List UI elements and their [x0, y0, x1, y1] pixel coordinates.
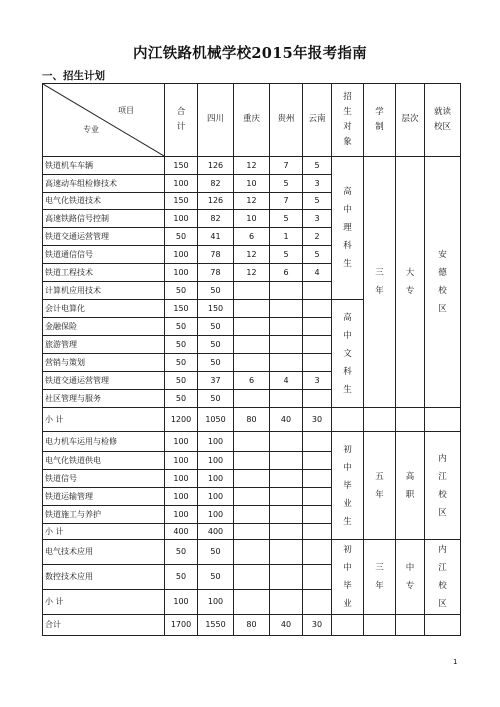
duration-three-years: 三 年: [364, 157, 396, 408]
total-count: 100: [165, 210, 198, 228]
header-item-label: 项目: [118, 106, 134, 115]
yunnan-count: 30: [303, 615, 332, 636]
empty-cell: [364, 615, 396, 636]
yunnan-count: 5: [303, 246, 332, 264]
yunnan-count: [303, 540, 332, 565]
guizhou-count: [270, 488, 303, 506]
total-count: 50: [165, 228, 198, 246]
target-arts-students: 高 中 文 科 生: [332, 300, 364, 408]
major-name: 高速动车组检修技术: [43, 175, 165, 193]
major-name: 电气技术应用: [43, 540, 165, 565]
group-secondary: [43, 540, 461, 615]
major-name: 小 计: [43, 408, 165, 432]
yunnan-count: 30: [303, 408, 332, 432]
sichuan-count: 78: [198, 246, 234, 264]
total-count: 50: [165, 282, 198, 300]
major-name: 电气化铁道供电: [43, 452, 165, 470]
major-name: 小 计: [43, 524, 165, 540]
major-name: 营销与策划: [43, 354, 165, 372]
guizhou-count: 1: [270, 228, 303, 246]
empty-cell: [425, 408, 461, 432]
chongqing-count: 10: [234, 210, 270, 228]
sichuan-count: 41: [198, 228, 234, 246]
chongqing-count: [234, 354, 270, 372]
level-higher-vocational: 高 职: [396, 432, 425, 540]
guizhou-count: [270, 506, 303, 524]
sichuan-count: 100: [198, 432, 234, 452]
grand-total: [43, 615, 461, 636]
total-count: 100: [165, 506, 198, 524]
yunnan-count: 2: [303, 228, 332, 246]
sichuan-count: 50: [198, 540, 234, 565]
total-count: 50: [165, 540, 198, 565]
empty-cell: [396, 408, 425, 432]
sichuan-count: 50: [198, 282, 234, 300]
major-name: 电力机车运用与检修: [43, 432, 165, 452]
sichuan-count: 78: [198, 264, 234, 282]
major-name: 社区管理与服务: [43, 390, 165, 408]
table-row: [43, 540, 461, 565]
guizhou-count: [270, 432, 303, 452]
guizhou-count: [270, 300, 303, 318]
header-target: 招 生 对 象: [332, 84, 364, 157]
yunnan-count: [303, 318, 332, 336]
level-secondary: 中 专: [396, 540, 425, 615]
sichuan-count: 50: [198, 336, 234, 354]
chongqing-count: [234, 565, 270, 590]
empty-cell: [396, 615, 425, 636]
chongqing-count: [234, 470, 270, 488]
campus-neijiang: 内 江 校 区: [425, 540, 461, 615]
total-count: 50: [165, 336, 198, 354]
sichuan-count: 100: [198, 470, 234, 488]
major-name: 铁道运输管理: [43, 488, 165, 506]
chongqing-count: [234, 390, 270, 408]
major-name: 会计电算化: [43, 300, 165, 318]
yunnan-count: [303, 524, 332, 540]
total-count: 100: [165, 175, 198, 193]
major-name: 铁道信号: [43, 470, 165, 488]
guizhou-count: 5: [270, 246, 303, 264]
chongqing-count: [234, 524, 270, 540]
total-count: 100: [165, 590, 198, 615]
total-count: 50: [165, 354, 198, 372]
chongqing-count: 12: [234, 157, 270, 175]
header-total: 合 计: [165, 84, 198, 157]
yunnan-count: [303, 354, 332, 372]
table-row: [43, 615, 461, 636]
guizhou-count: 7: [270, 157, 303, 175]
total-count: 100: [165, 432, 198, 452]
chongqing-count: 6: [234, 228, 270, 246]
chongqing-count: [234, 488, 270, 506]
header-guizhou: 贵州: [270, 84, 303, 157]
major-name: 合计: [43, 615, 165, 636]
yunnan-count: 4: [303, 264, 332, 282]
yunnan-count: [303, 452, 332, 470]
header-campus: 就读 校区: [425, 84, 461, 157]
total-count: 150: [165, 300, 198, 318]
page-number: 1: [453, 658, 458, 666]
header-sichuan: 四川: [198, 84, 234, 157]
major-name: 铁道工程技术: [43, 264, 165, 282]
header-duration: 学 制: [364, 84, 396, 157]
total-count: 50: [165, 372, 198, 390]
chongqing-count: 10: [234, 175, 270, 193]
chongqing-count: 12: [234, 264, 270, 282]
guizhou-count: [270, 318, 303, 336]
chongqing-count: [234, 300, 270, 318]
yunnan-count: 3: [303, 175, 332, 193]
yunnan-count: [303, 300, 332, 318]
major-name: 数控技术应用: [43, 565, 165, 590]
table-row: [43, 157, 461, 175]
sichuan-count: 37: [198, 372, 234, 390]
total-count: 150: [165, 193, 198, 210]
campus-ande: 安 德 校 区: [425, 157, 461, 408]
yunnan-count: [303, 488, 332, 506]
yunnan-count: 3: [303, 372, 332, 390]
yunnan-count: [303, 470, 332, 488]
sichuan-count: 100: [198, 452, 234, 470]
yunnan-count: [303, 590, 332, 615]
chongqing-count: [234, 506, 270, 524]
major-name: 铁道通信信号: [43, 246, 165, 264]
section-heading: 一、招生计划: [42, 70, 105, 82]
diagonal-header-cell: [43, 84, 165, 157]
chongqing-count: [234, 282, 270, 300]
sichuan-count: 100: [198, 488, 234, 506]
chongqing-count: [234, 540, 270, 565]
guizhou-count: [270, 354, 303, 372]
total-count: 50: [165, 318, 198, 336]
total-count: 100: [165, 452, 198, 470]
major-name: 铁道施工与养护: [43, 506, 165, 524]
header-yunnan: 云南: [303, 84, 332, 157]
duration-five-years: 五 年: [364, 432, 396, 540]
duration-three-years: 三 年: [364, 540, 396, 615]
chongqing-count: 12: [234, 246, 270, 264]
guizhou-count: [270, 470, 303, 488]
total-count: 1200: [165, 408, 198, 432]
yunnan-count: 3: [303, 210, 332, 228]
guizhou-count: 5: [270, 175, 303, 193]
major-name: 电气化铁道技术: [43, 193, 165, 210]
sichuan-count: 50: [198, 354, 234, 372]
total-count: 150: [165, 157, 198, 175]
chongqing-count: [234, 452, 270, 470]
yunnan-count: [303, 336, 332, 354]
chongqing-count: [234, 318, 270, 336]
yunnan-count: [303, 390, 332, 408]
total-count: 50: [165, 390, 198, 408]
empty-cell: [332, 615, 364, 636]
campus-neijiang: 内 江 校 区: [425, 432, 461, 540]
sichuan-count: 400: [198, 524, 234, 540]
major-name: 高速铁路信号控制: [43, 210, 165, 228]
chongqing-count: [234, 336, 270, 354]
total-count: 100: [165, 264, 198, 282]
guizhou-count: 40: [270, 408, 303, 432]
total-count: 100: [165, 470, 198, 488]
yunnan-count: [303, 565, 332, 590]
yunnan-count: [303, 432, 332, 452]
target-junior-graduates: 初 中 毕 业 生: [332, 432, 364, 540]
empty-cell: [364, 408, 396, 432]
guizhou-count: 4: [270, 372, 303, 390]
sichuan-count: 82: [198, 210, 234, 228]
chongqing-count: [234, 432, 270, 452]
empty-cell: [425, 615, 461, 636]
sichuan-count: 82: [198, 175, 234, 193]
major-name: 铁道机车车辆: [43, 157, 165, 175]
chongqing-count: [234, 590, 270, 615]
total-count: 1700: [165, 615, 198, 636]
target-science-students: 高 中 理 科 生: [332, 157, 364, 300]
guizhou-count: [270, 336, 303, 354]
header-chongqing: 重庆: [234, 84, 270, 157]
guizhou-count: 5: [270, 210, 303, 228]
guizhou-count: [270, 590, 303, 615]
level-college: 大 专: [396, 157, 425, 408]
sichuan-count: 126: [198, 193, 234, 210]
guizhou-count: [270, 282, 303, 300]
guizhou-count: 40: [270, 615, 303, 636]
yunnan-count: [303, 506, 332, 524]
sichuan-count: 126: [198, 157, 234, 175]
total-count: 100: [165, 246, 198, 264]
enrollment-table: [42, 83, 461, 636]
sichuan-count: 100: [198, 590, 234, 615]
yunnan-count: [303, 282, 332, 300]
target-junior-graduates: 初 中 毕 业: [332, 540, 364, 615]
guizhou-count: [270, 540, 303, 565]
guizhou-count: [270, 452, 303, 470]
page-title: 内江铁路机械学校2015年报考指南: [133, 45, 367, 62]
major-name: 计算机应用技术: [43, 282, 165, 300]
sichuan-count: 1050: [198, 408, 234, 432]
chongqing-count: 80: [234, 408, 270, 432]
yunnan-count: 5: [303, 157, 332, 175]
chongqing-count: 6: [234, 372, 270, 390]
major-name: 铁道交通运营管理: [43, 228, 165, 246]
chongqing-count: 12: [234, 193, 270, 210]
sichuan-count: 150: [198, 300, 234, 318]
table-row: [43, 408, 461, 432]
chongqing-count: 80: [234, 615, 270, 636]
major-name: 旅游管理: [43, 336, 165, 354]
header-major-label: 专业: [83, 124, 99, 134]
empty-cell: [332, 408, 364, 432]
sichuan-count: 50: [198, 318, 234, 336]
sichuan-count: 50: [198, 565, 234, 590]
major-name: 铁道交通运营管理: [43, 372, 165, 390]
yunnan-count: 5: [303, 193, 332, 210]
major-name: 金融保险: [43, 318, 165, 336]
group-college: [43, 157, 461, 432]
sichuan-count: 50: [198, 390, 234, 408]
total-count: 100: [165, 488, 198, 506]
sichuan-count: 100: [198, 506, 234, 524]
major-name: 小 计: [43, 590, 165, 615]
guizhou-count: 6: [270, 264, 303, 282]
guizhou-count: [270, 565, 303, 590]
guizhou-count: [270, 390, 303, 408]
total-count: 50: [165, 565, 198, 590]
sichuan-count: 1550: [198, 615, 234, 636]
table-row: [43, 432, 461, 452]
guizhou-count: [270, 524, 303, 540]
total-count: 400: [165, 524, 198, 540]
header-level: 层次: [396, 84, 425, 157]
group-higher-vocational: [43, 432, 461, 540]
guizhou-count: 7: [270, 193, 303, 210]
